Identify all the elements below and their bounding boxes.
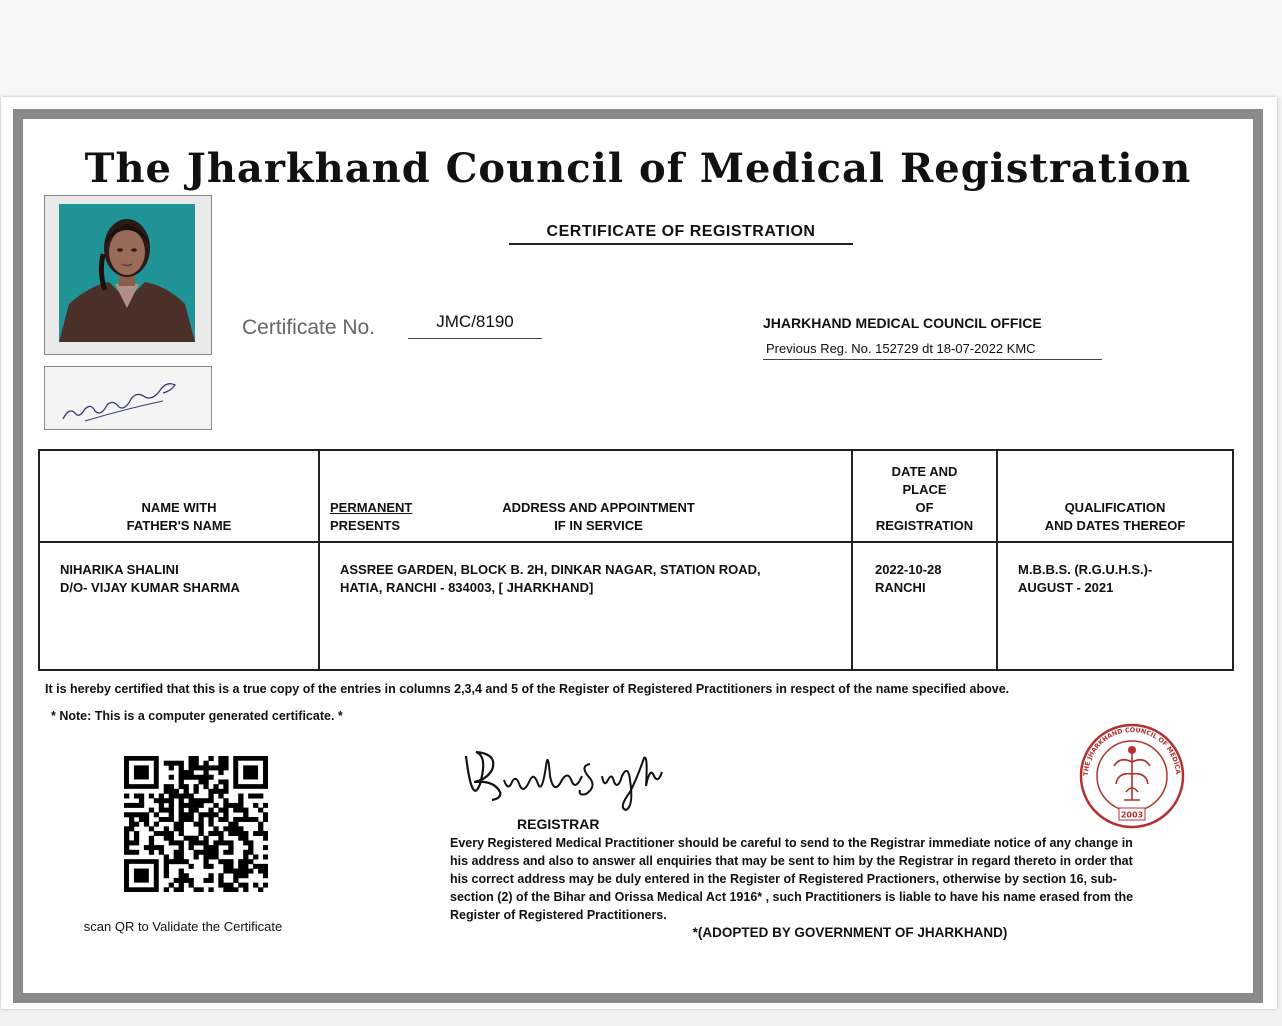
top-band bbox=[0, 0, 1282, 97]
notice-line: his correct address may be duly entered in the Register of Registered Practioners, otherwise by section 16, sub- bbox=[450, 872, 1117, 886]
father-name: D/O- VIJAY KUMAR SHARMA bbox=[60, 580, 240, 595]
table-row bbox=[39, 542, 1233, 670]
certificate-number-label: Certificate No. bbox=[242, 316, 376, 339]
registration-date: 2022-10-28 bbox=[875, 562, 942, 577]
notice-line: section (2) of the Bihar and Orissa Medical Act 1916* , such Practitioners is liable to have his name erased from the bbox=[450, 890, 1134, 904]
header-address-line2: IF IN SERVICE bbox=[554, 518, 643, 533]
header-presents: PRESENTS bbox=[330, 518, 401, 533]
council-office: JHARKHAND MEDICAL COUNCIL OFFICE bbox=[763, 315, 1042, 331]
header-date-place bbox=[852, 450, 997, 542]
computer-generated-note: * Note: This is a computer generated certificate. * bbox=[51, 709, 343, 723]
registrar-signature bbox=[458, 736, 678, 816]
seal-icon bbox=[1074, 722, 1190, 830]
council-title: The Jharkhand Council of Medical Registration bbox=[84, 145, 1192, 192]
header-qualification bbox=[997, 450, 1233, 542]
cell-date-place bbox=[852, 542, 997, 670]
registration-table bbox=[38, 449, 1234, 671]
header-name bbox=[39, 450, 319, 542]
notice-line: his address and also to answer all enquiries that may be sent to him by the Registrar in regard thereto in order that bbox=[450, 854, 1133, 868]
cell-name bbox=[39, 542, 319, 670]
registrar-signature-image bbox=[458, 736, 678, 816]
address-line2: HATIA, RANCHI - 834003, [ JHARKHAND] bbox=[340, 580, 594, 595]
certificate-frame bbox=[13, 109, 1263, 1003]
registrar-label: REGISTRAR bbox=[517, 816, 600, 832]
header-name-line1: NAME WITH bbox=[141, 500, 217, 515]
header-name-line2: FATHER'S NAME bbox=[126, 518, 232, 533]
header-address bbox=[319, 450, 852, 542]
holder-signature bbox=[45, 367, 211, 429]
header-qualification-line2: AND DATES THEREOF bbox=[1044, 518, 1186, 533]
notice-line: Every Registered Medical Practitioner should be careful to send to the Registrar immediate notice of any change in bbox=[450, 836, 1133, 850]
qualification-line1: M.B.B.S. (R.G.U.H.S.)- bbox=[1018, 562, 1153, 577]
cell-qualification bbox=[997, 542, 1233, 670]
certificate-subtitle: CERTIFICATE OF REGISTRATION bbox=[509, 223, 853, 245]
qr-code-icon bbox=[124, 756, 268, 892]
previous-registration: Previous Reg. No. 152729 dt 18-07-2022 KMC bbox=[763, 341, 1102, 360]
photo-frame bbox=[44, 195, 212, 355]
header-date-line4: REGISTRATION bbox=[875, 518, 974, 533]
header-address-line1: ADDRESS AND APPOINTMENT bbox=[502, 500, 695, 515]
header-date-line1: DATE AND bbox=[891, 464, 958, 479]
certificate-number-value: JMC/8190 bbox=[408, 312, 542, 339]
holder-photo bbox=[59, 204, 195, 342]
notice-line: Register of Registered Practitioners. bbox=[450, 908, 667, 922]
practitioner-name: NIHARIKA SHALINI bbox=[60, 562, 179, 577]
council-seal bbox=[1074, 722, 1190, 830]
seal-year: 2003 bbox=[1120, 810, 1144, 820]
validation-qr-code[interactable] bbox=[124, 756, 268, 892]
registration-place: RANCHI bbox=[875, 580, 926, 595]
header-permanent: PERMANENT bbox=[330, 500, 413, 515]
header-date-line3: OF bbox=[915, 500, 934, 515]
certification-statement: It is hereby certified that this is a true copy of the entries in columns 2,3,4 and 5 of the Register of Registered Practitioners in respect of the name specified above. bbox=[45, 682, 1010, 696]
adopted-statement: *(ADOPTED BY GOVERNMENT OF JHARKHAND) bbox=[692, 925, 1008, 940]
seal-ring-text: THE JHARKHAND COUNCIL OF MEDICA bbox=[1081, 725, 1183, 777]
qr-caption: scan QR to Validate the Certificate bbox=[83, 919, 283, 934]
qualification-line2: AUGUST - 2021 bbox=[1018, 580, 1114, 595]
certificate-page bbox=[1, 97, 1277, 1009]
holder-signature-box bbox=[44, 366, 212, 430]
header-qualification-line1: QUALIFICATION bbox=[1064, 500, 1166, 515]
cell-address bbox=[319, 542, 852, 670]
portrait-image bbox=[59, 204, 195, 342]
header-date-line2: PLACE bbox=[902, 482, 947, 497]
table-header-row bbox=[39, 450, 1233, 542]
notice-paragraph bbox=[450, 834, 1250, 924]
address-line1: ASSREE GARDEN, BLOCK B. 2H, DINKAR NAGAR, STATION ROAD, bbox=[340, 562, 761, 577]
